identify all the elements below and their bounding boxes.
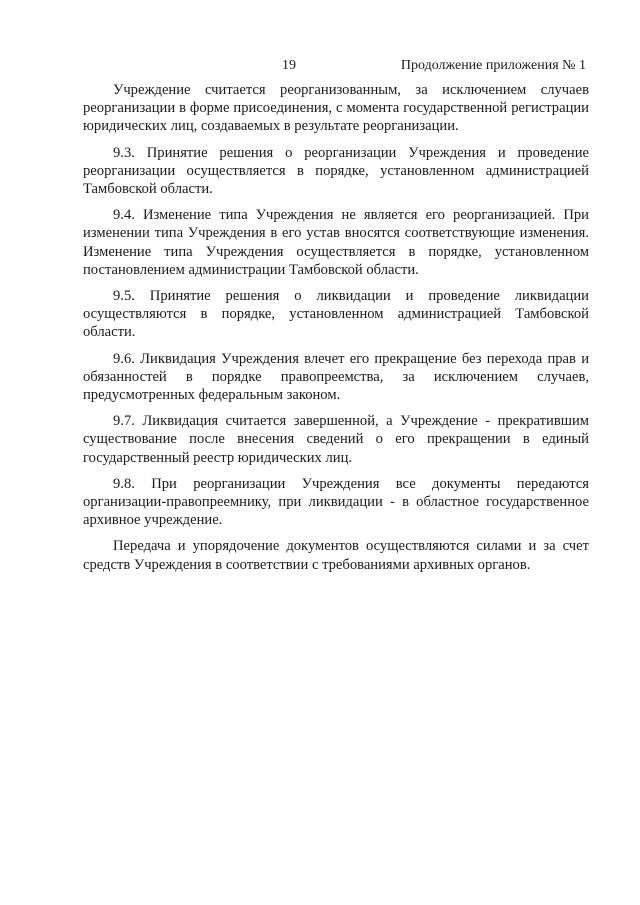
document-body — [83, 81, 589, 582]
paragraph-9-6: 9.6. Ликвидация Учреждения влечет его прекращение без перехода прав и обязанностей в порядке правопреемства, за исключением случаев, предусмотренных федеральным законом. — [83, 350, 589, 404]
paragraph-reorganization-moment: Учреждение считается реорганизованным, за исключением случаев реорганизации в форме присоединения, с момента государственной регистрации юридических лиц, создаваемых в результате реорганизации. — [83, 82, 589, 135]
page-number: 19 — [282, 58, 296, 73]
paragraph-9-8: 9.8. При реорганизации Учреждения все документы передаются организации-правопреемнику, при ликвидации - в областное государственное архивное учреждение. — [83, 475, 589, 529]
paragraph-9-3: 9.3. Принятие решения о реорганизации Учреждения и проведение реорганизации осуществляется в порядке, установленном администрацией Тамбовской области. — [83, 144, 589, 198]
paragraph-9-7: 9.7. Ликвидация считается завершенной, а Учреждение - прекратившим существование после внесения сведений о его прекращении в единый государственный реестр юридических лиц. — [83, 413, 589, 466]
appendix-continuation-caption: Продолжение приложения № 1 — [400, 58, 586, 73]
paragraph-9-5: 9.5. Принятие решения о ликвидации и проведение ликвидации осуществляются в порядке, установленном администрацией Тамбовской области. — [83, 288, 589, 341]
paragraph-documents-transfer: Передача и упорядочение документов осуществляются силами и за счет средств Учреждения в соответствии с требованиями архивных органов. — [83, 538, 589, 573]
paragraph-9-4: 9.4. Изменение типа Учреждения не является его реорганизацией. При изменении типа Учреждения в его устав вносятся соответствующие изменения. Изменение типа Учреждения осуществляется в порядке, установленном постановлением администрации Тамбовской области. — [83, 207, 589, 278]
